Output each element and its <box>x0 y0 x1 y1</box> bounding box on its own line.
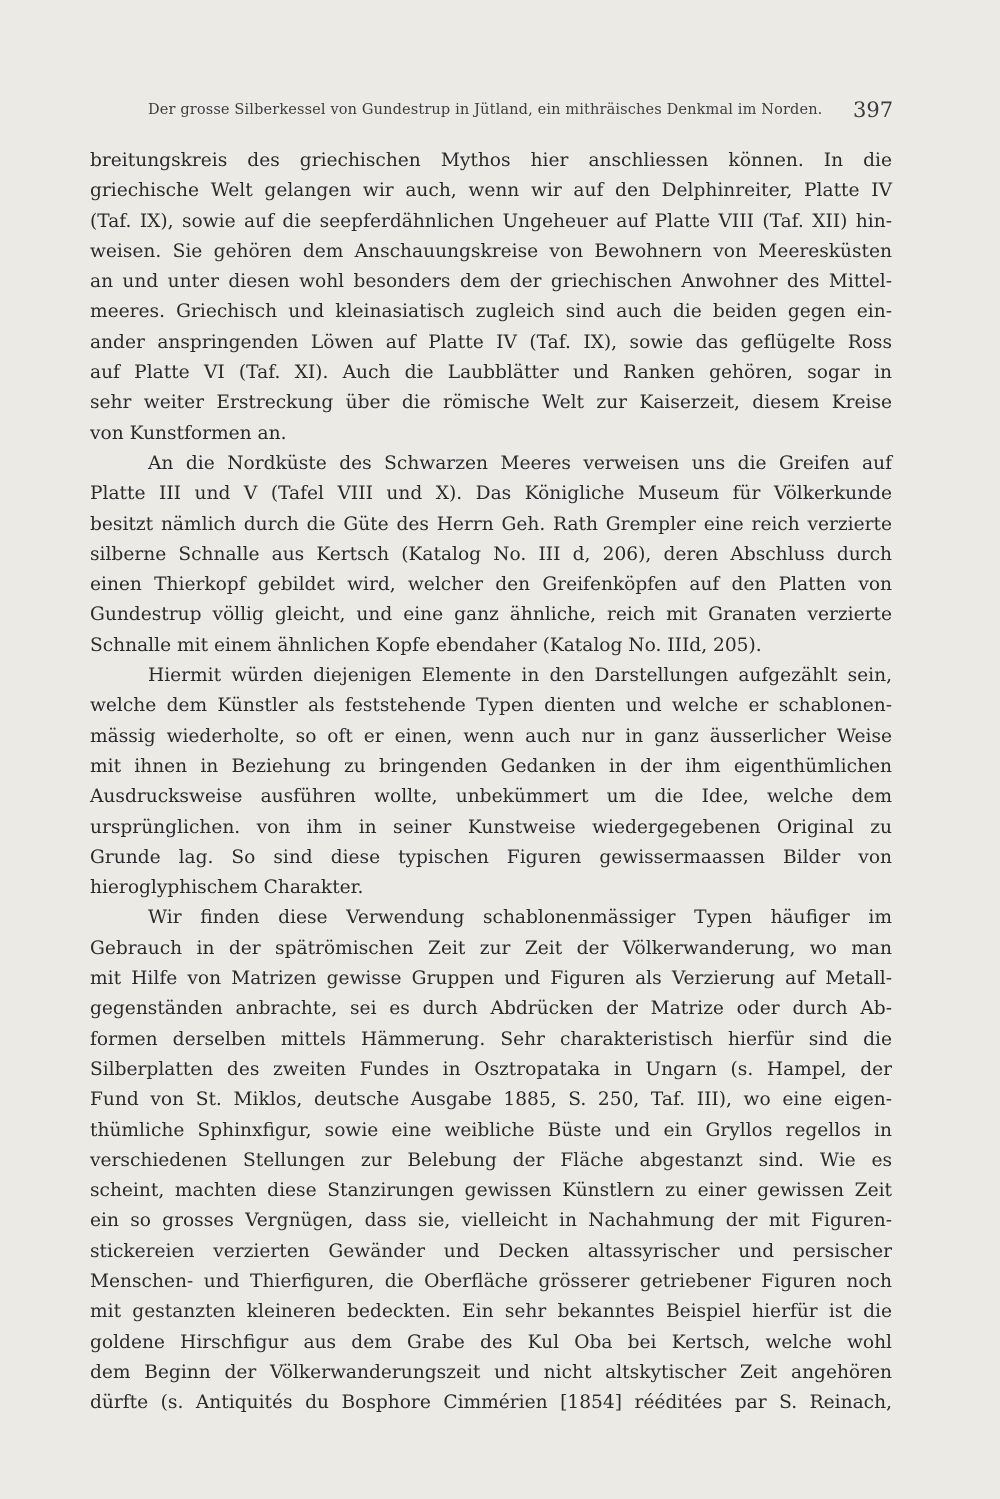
paragraph <box>90 449 892 661</box>
text-line: ursprünglichen. von ihm in seiner Kunstweise wiedergegebenen Original zu <box>90 816 892 838</box>
text-line: dürfte (s. Antiquités du Bosphore Cimmérien [1854] rééditées par S. Reinach, <box>90 1392 892 1414</box>
text-line: (Taf. IX), sowie auf die seepferdähnlichen Ungeheuer auf Platte VIII (Taf. XII) hin- <box>90 210 892 232</box>
text-line: Gebrauch in der spätrömischen Zeit zur Zeit der Völkerwanderung, wo man <box>90 937 892 959</box>
text-line: hieroglyphischem Charakter. <box>90 877 364 899</box>
text-line: mit ihnen in Beziehung zu bringenden Gedanken in der ihm eigenthümlichen <box>90 755 892 777</box>
text-line: meeres. Griechisch und kleinasiatisch zugleich sind auch die beiden gegen ein- <box>90 301 892 323</box>
text-line: formen derselben mittels Hämmerung. Sehr charakteristisch hierfür sind die <box>90 1028 892 1050</box>
paragraph <box>90 661 892 903</box>
text-line: an und unter diesen wohl besonders dem der griechischen Anwohner des Mittel- <box>90 271 892 293</box>
text-line: Menschen- und Thierfiguren, die Oberfläche grösserer getriebener Figuren noch <box>90 1270 892 1292</box>
text-line: auf Platte VI (Taf. XI). Auch die Laubblätter und Ranken gehören, sogar in <box>90 362 892 384</box>
page-number: 397 <box>853 98 894 122</box>
paragraph <box>90 146 892 449</box>
text-line: griechische Welt gelangen wir auch, wenn wir auf den Delphinreiter, Platte IV <box>90 180 892 202</box>
text-line: Platte III und V (Tafel VIII und X). Das Königliche Museum für Völkerkunde <box>90 483 892 505</box>
running-title: Der grosse Silberkessel von Gundestrup in Jütland, ein mithräisches Denkmal im Norden. <box>148 102 823 118</box>
text-line: silberne Schnalle aus Kertsch (Katalog No. III d, 206), deren Abschluss durch <box>90 543 892 565</box>
text-line: mässig wiederholte, so oft er einen, wenn auch nur in ganz äusserlicher Weise <box>90 725 892 747</box>
paragraph <box>90 903 892 1418</box>
text-line: sehr weiter Erstreckung über die römische Welt zur Kaiserzeit, diesem Kreise <box>90 392 892 414</box>
text-line: breitungskreis des griechischen Mythos hier anschliessen können. In die <box>90 150 892 171</box>
text-line: Fund von St. Miklos, deutsche Ausgabe 1885, S. 250, Taf. III), wo eine eigen- <box>90 1089 892 1111</box>
text-line: stickereien verzierten Gewänder und Decken altassyrischer und persischer <box>90 1240 892 1262</box>
text-line: ander anspringenden Löwen auf Platte IV (Taf. IX), sowie das geflügelte Ross <box>90 331 892 353</box>
text-line: dem Beginn der Völkerwanderungszeit und nicht altskytischer Zeit angehören <box>90 1361 892 1383</box>
text-line: scheint, machten diese Stanzirungen gewissen Künstlern zu einer gewissen Zeit <box>90 1180 892 1202</box>
body-text <box>90 146 892 1418</box>
text-line: Silberplatten des zweiten Fundes in Osztropataka in Ungarn (s. Hampel, der <box>90 1058 892 1080</box>
text-line: Schnalle mit einem ähnlichen Kopfe ebendaher (Katalog No. IIId, 205). <box>90 634 762 656</box>
text-line: Gundestrup völlig gleicht, und eine ganz ähnliche, reich mit Granaten verzierte <box>90 604 892 626</box>
text-line: Grunde lag. So sind diese typischen Figuren gewissermaassen Bilder von <box>90 846 892 868</box>
text-line: ein so grosses Vergnügen, dass sie, vielleicht in Nachahmung der mit Figuren- <box>90 1210 892 1232</box>
text-line: besitzt nämlich durch die Güte des Herrn Geh. Rath Grempler eine reich verzierte <box>90 513 892 535</box>
text-line: mit gestanzten kleineren bedeckten. Ein sehr bekanntes Beispiel hierfür ist die <box>90 1301 892 1323</box>
text-line: mit Hilfe von Matrizen gewisse Gruppen und Figuren als Verzierung auf Metall- <box>90 968 892 990</box>
text-line: Wir finden diese Verwendung schablonenmässiger Typen häufiger im <box>148 907 892 929</box>
text-line: welche dem Künstler als feststehende Typen dienten und welche er schablonen- <box>90 695 892 717</box>
text-line: Hiermit würden diejenigen Elemente in den Darstellungen aufgezählt sein, <box>148 665 892 687</box>
text-line: einen Thierkopf gebildet wird, welcher den Greifenköpfen auf den Platten von <box>90 574 892 596</box>
text-line: Ausdrucksweise ausführen wollte, unbekümmert um die Idee, welche dem <box>90 786 892 808</box>
text-line: goldene Hirschfigur aus dem Grabe des Kul Oba bei Kertsch, welche wohl <box>90 1331 892 1353</box>
text-line: von Kunstformen an. <box>90 422 287 444</box>
text-line: thümliche Sphinxfigur, sowie eine weibliche Büste und ein Gryllos regellos in <box>90 1119 892 1141</box>
text-line: An die Nordküste des Schwarzen Meeres verweisen uns die Greifen auf <box>148 452 892 474</box>
text-line: gegenständen anbrachte, sei es durch Abdrücken der Matrize oder durch Ab- <box>90 998 892 1020</box>
text-line: weisen. Sie gehören dem Anschauungskreise von Bewohnern von Meeresküsten <box>90 240 892 262</box>
text-line: verschiedenen Stellungen zur Belebung der Fläche abgestanzt sind. Wie es <box>90 1149 892 1171</box>
